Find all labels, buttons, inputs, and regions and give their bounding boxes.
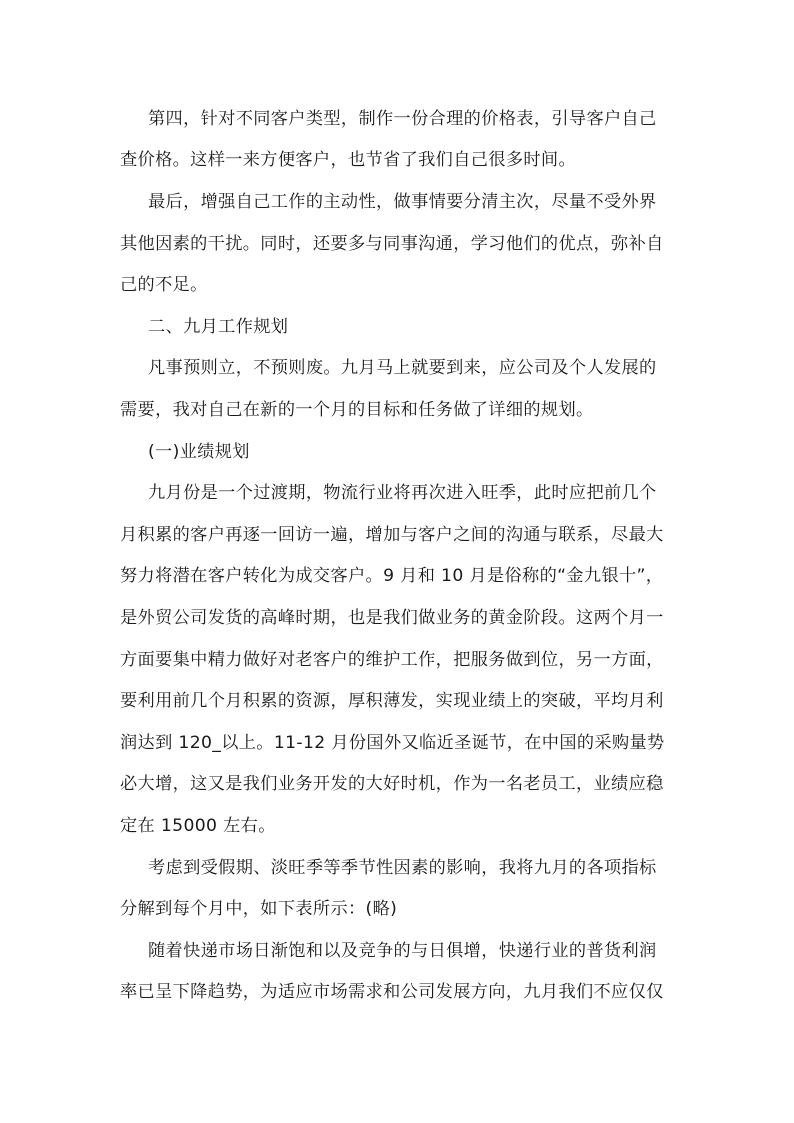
text-line: 分解到每个月中，如下表所示：(略) bbox=[120, 899, 398, 919]
text-line: 凡事预则立，不预则废。九月马上就要到来，应公司及个人发展的 bbox=[148, 358, 657, 378]
text-line: 要利用前几个月积累的资源，厚积薄发，实现业绩上的突破，平均月利 bbox=[120, 691, 664, 711]
text-line: 润达到 120_以上。11-12 月份国外又临近圣诞节，在中国的采购量势 bbox=[120, 733, 665, 753]
text-line: 九月份是一个过渡期，物流行业将再次进入旺季，此时应把前几个 bbox=[148, 483, 657, 503]
text-line: 月积累的客户再逐一回访一遍，增加与客户之间的沟通与联系，尽最大 bbox=[120, 525, 664, 545]
text-line: 是外贸公司发货的高峰时期，也是我们做业务的黄金阶段。这两个月一 bbox=[120, 608, 664, 628]
text-line: 方面要集中精力做好对老客户的维护工作，把服务做到位，另一方面， bbox=[120, 650, 664, 670]
text-line: 第四，针对不同客户类型，制作一份合理的价格表，引导客户自己 bbox=[148, 109, 657, 129]
section-heading: 二、九月工作规划 bbox=[148, 317, 289, 337]
text-line: 随着快递市场日渐饱和以及竞争的与日俱增，快递行业的普货利润 bbox=[148, 941, 657, 961]
text-line: 率已呈下降趋势，为适应市场需求和公司发展方向，九月我们不应仅仅 bbox=[120, 982, 664, 1002]
text-line: 必大增，这又是我们业务开发的大好时机，作为一名老员工，业绩应稳 bbox=[120, 774, 664, 794]
text-line: 最后，增强自己工作的主动性，做事情要分清主次，尽量不受外界 bbox=[148, 192, 657, 212]
text-line: 其他因素的干扰。同时，还要多与同事沟通，学习他们的优点，弥补自 bbox=[120, 234, 664, 254]
text-line: 定在 15000 左右。 bbox=[120, 816, 276, 836]
text-line: 查价格。这样一来方便客户，也节省了我们自己很多时间。 bbox=[120, 150, 576, 170]
text-line: 己的不足。 bbox=[120, 275, 208, 295]
subsection-heading: (一)业绩规划 bbox=[148, 442, 250, 462]
text-line: 考虑到受假期、淡旺季等季节性因素的影响，我将九月的各项指标 bbox=[148, 858, 657, 878]
text-line: 努力将潜在客户转化为成交客户。9 月和 10 月是俗称的“金九银十”， bbox=[120, 566, 664, 586]
text-line: 需要，我对自己在新的一个月的目标和任务做了详细的规划。 bbox=[120, 400, 594, 420]
